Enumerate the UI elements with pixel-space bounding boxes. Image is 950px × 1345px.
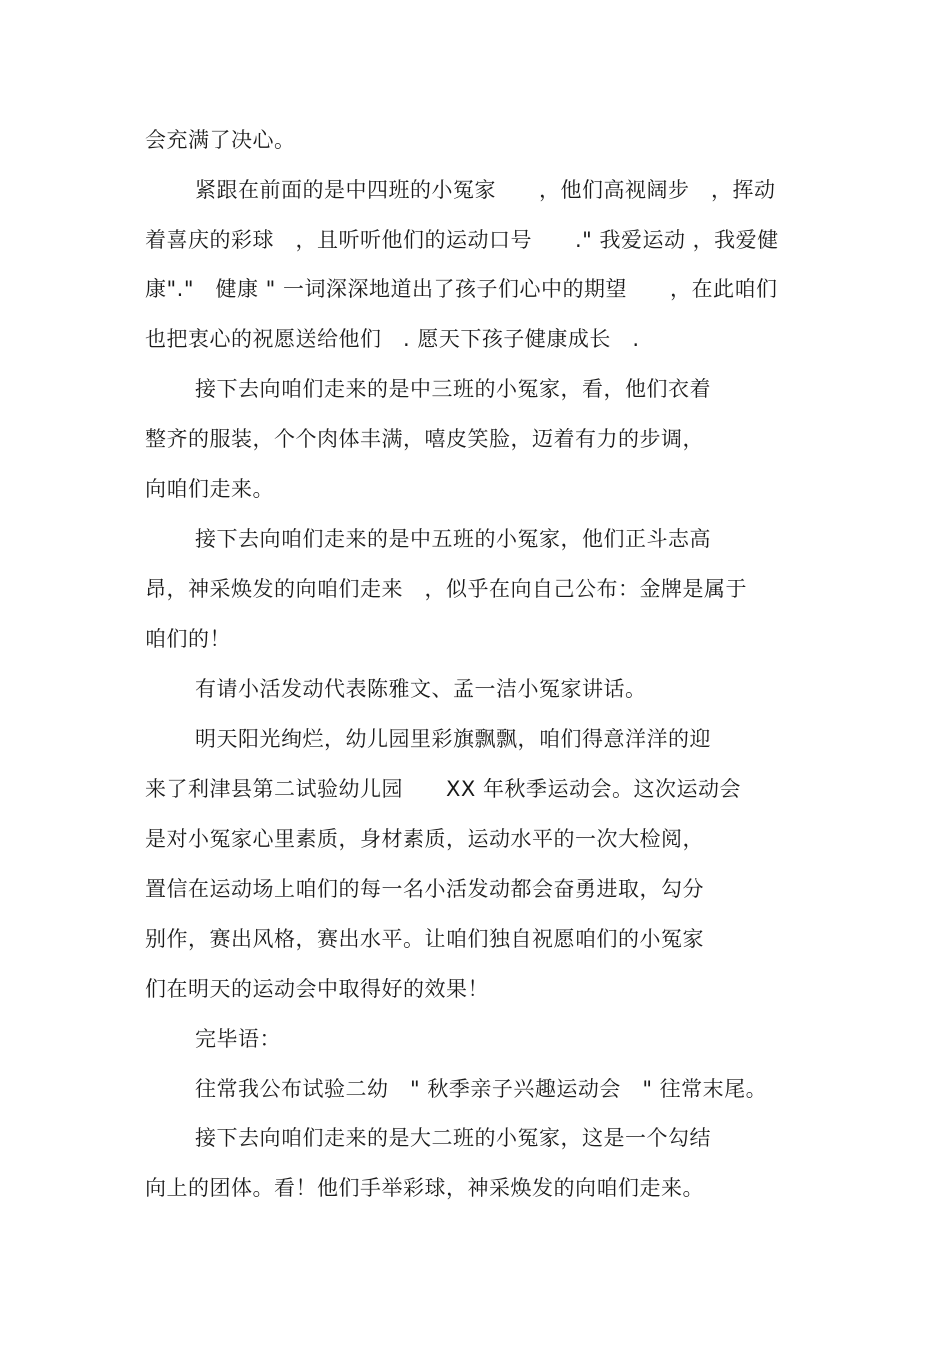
text-line: 接下去向咱们走来的是大二班的小冤家，这是一个勾结 bbox=[195, 1126, 711, 1150]
text-line: 整齐的服装，个个肉体丰满，嘻皮笑脸，迈着有力的步调， bbox=[145, 427, 704, 451]
text-line: 有请小活发动代表陈雅文、孟一洁小冤家讲话。 bbox=[195, 677, 647, 701]
text-line: 完毕语： bbox=[195, 1027, 281, 1051]
text-line: 向咱们走来。 bbox=[145, 477, 274, 501]
text-line: 明天阳光绚烂，幼儿园里彩旗飘飘，咱们得意洋洋的迎 bbox=[195, 727, 711, 751]
text-line: 会充满了决心。 bbox=[145, 128, 296, 152]
text-line: 咱们的！ bbox=[145, 627, 231, 651]
text-line: 康"." 健康 " 一词深深地道出了孩子们心中的期望 ，在此咱们 bbox=[145, 277, 778, 301]
text-line: 昂，神采焕发的向咱们走来 ，似乎在向自己公布：金牌是属于 bbox=[145, 577, 747, 601]
text-line: 是对小冤家心里素质，身材素质，运动水平的一次大检阅， bbox=[145, 827, 704, 851]
text-line: 们在明天的运动会中取得好的效果！ bbox=[145, 977, 489, 1001]
text-line: 着喜庆的彩球 ，且听听他们的运动口号 ." 我爱运动 ，我爱健 bbox=[145, 228, 779, 252]
text-line: 也把衷心的祝愿送给他们 . 愿天下孩子健康成长 . bbox=[145, 327, 640, 351]
text-line: 接下去向咱们走来的是中五班的小冤家，他们正斗志高 bbox=[195, 527, 711, 551]
text-line: 紧跟在前面的是中四班的小冤家 ，他们高视阔步 ，挥动 bbox=[195, 178, 776, 202]
text-line: 别作，赛出风格，赛出水平。让咱们独自祝愿咱们的小冤家 bbox=[145, 927, 704, 951]
text-line: 接下去向咱们走来的是中三班的小冤家，看，他们衣着 bbox=[195, 377, 711, 401]
text-line: 来了利津县第二试验幼儿园 XX 年秋季运动会。这次运动会 bbox=[145, 777, 741, 801]
text-line: 往常我公布试验二幼 " 秋季亲子兴趣运动会 " 往常末尾。 bbox=[195, 1077, 768, 1101]
text-line: 向上的团体。看！他们手举彩球，神采焕发的向咱们走来。 bbox=[145, 1176, 704, 1200]
text-line: 置信在运动场上咱们的每一名小活发动都会奋勇进取，勾分 bbox=[145, 877, 704, 901]
